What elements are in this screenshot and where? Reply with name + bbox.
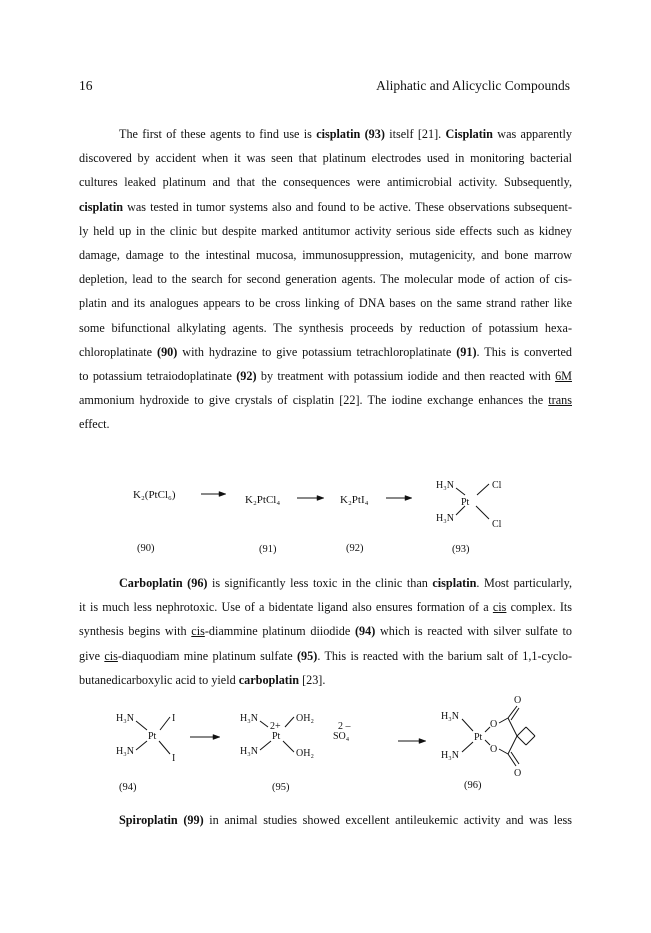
text-line: Carboplatin (96) is significantly less toxic in the clinic than cisplatin. Most particularly, [119,576,572,590]
reaction-arrow-4 [190,735,220,740]
c95-ammine-bottom: H₃N [240,746,258,757]
bold-term: cisplatin [79,199,124,214]
text-line: cisplatin was tested in tumor systems also and found to be active. These observations subsequent- [79,199,572,214]
c94-platinum-atom: Pt [148,731,157,742]
label-92: (92) [346,543,364,554]
reaction-arrow-3 [386,496,412,501]
bold-term: (94) [355,624,376,639]
bold-term: Carboplatin (96) [119,576,208,590]
paragraph-carboplatin [79,571,572,692]
text-line: ly held up in the clinic but despite marked antitumor activity serious side effects such as kidney [79,223,572,238]
compound-90-formula: K₂(PtCl₆) [133,489,176,501]
compound-91-formula: K₂PtCl₄ [245,494,281,506]
chloride-ligand-bottom: Cl [492,519,502,530]
bold-term: (90) [157,344,178,359]
text-line: depletion, lead to the search for second generation agents. The molecular mode of action of cis- [79,272,572,287]
compound-95-structure [240,713,352,759]
text-line: it is much less nephrotoxic. Use of a bidentate ligand also ensures formation of a cis complex. Its [79,600,573,615]
text-line: effect. [79,417,110,432]
reaction-arrow-2 [297,496,324,501]
c96-carbonyl-oxygen-bottom: O [514,768,522,779]
c95-aqua-top: OH₂ [296,713,314,724]
text-line: to potassium tetraiodoplatinate (92) by treatment with potassium iodide and then reacted with 6M [79,369,572,384]
page-number: 16 [79,78,93,93]
c96-ammine-bottom: H₃N [441,750,459,761]
platinum-atom: Pt [461,497,470,508]
compound-94-structure [116,713,175,764]
c94-iodide-top: I [172,713,176,724]
ammine-ligand-bottom: H₃N [436,513,454,524]
c94-ammine-bottom: H₃N [116,746,134,757]
bold-term: cisplatin (93) [316,127,385,141]
c96-carbonyl-oxygen-top: O [514,695,522,706]
label-90: (90) [137,543,155,554]
underlined-term: trans [548,393,572,408]
c94-iodide-bottom: I [172,753,176,764]
running-title: Aliphatic and Alicyclic Compounds [376,78,570,93]
text-line: chloroplatinate (90) with hydrazine to give potassium tetrachloroplatinate (91). This is converted [79,344,572,359]
label-91: (91) [259,544,277,555]
text-line: Spiroplatin (99) in animal studies showed excellent antileukemic activity and was less [119,813,573,827]
text-line: cultures leaked platinum and that the consequences were antimicrobial activity. Subsequently, [79,175,572,190]
text-line: ammonium hydroxide to give crystals of cisplatin [22]. The iodine exchange enhances the trans [79,393,572,408]
bold-term: Cisplatin [445,127,493,141]
chloride-ligand-top: Cl [492,480,502,491]
text-line: The first of these agents to find use is cisplatin (93) itself [21]. Cisplatin was apparently [119,127,572,141]
c95-platinum-atom: Pt [272,731,281,742]
underlined-term: cis [191,624,205,639]
label-94: (94) [119,782,137,793]
c95-aqua-bottom: OH₂ [296,748,314,759]
bold-term: cisplatin [432,576,477,590]
underlined-term: cis [492,600,507,615]
text-line: give cis-diaquodiam mine platinum sulfate (95). This is reacted with the barium salt of 1,1-cyclo- [79,648,573,663]
reaction-arrow-1 [201,492,226,497]
scheme-cisplatin-synthesis [0,470,651,560]
bold-term: carboplatin [238,672,300,687]
label-96: (96) [464,780,482,791]
bold-term: Spiroplatin (99) [119,813,204,827]
bold-term: (92) [236,369,257,384]
paragraph-cisplatin [79,122,572,437]
scheme-carboplatin-synthesis [0,690,651,800]
compound-92-formula: K₂PtI₄ [340,494,369,506]
c94-ammine-top: H₃N [116,713,134,724]
reaction-arrow-5 [398,739,426,744]
ammine-ligand-top: H₃N [436,480,454,491]
label-93: (93) [452,544,470,555]
c95-charge: 2+ [270,721,281,732]
text-line: platin and its analogues appears to be cross linking of DNA bases on the same strand rather like [79,296,572,311]
c96-oxygen-top: O [490,719,498,730]
text-line: some bifunctional alkylating agents. The synthesis proceeds by reduction of potassium hexa- [79,320,572,335]
text-line: butanedicarboxylic acid to yield carboplatin [23]. [79,672,326,687]
c96-ammine-top: H₃N [441,711,459,722]
label-95: (95) [272,782,290,793]
c95-anion-charge: 2 – [338,721,351,732]
c96-oxygen-bottom: O [490,744,498,755]
paragraph-spiroplatin [79,808,572,832]
cisplatin-structure [436,480,502,530]
carboplatin-structure [441,695,535,779]
text-line: synthesis begins with cis-diammine platinum diiodide (94) which is reacted with silver sulfate to [79,624,572,639]
underlined-term: cis [104,648,118,663]
bold-term: (95) [297,648,318,663]
c95-sulfate-anion: SO₄ [333,731,350,742]
bold-term: (91) [456,344,477,359]
c96-platinum-atom: Pt [474,732,483,743]
underlined-term: 6M [555,369,572,384]
c95-ammine-top: H₃N [240,713,258,724]
text-line: damage, damage to the intestinal mucosa, immunosuppression, mutagenicity, and bone marrow [79,248,572,263]
text-line: discovered by accident when it was seen that platinum electrodes used in monitoring bacterial [79,151,572,166]
